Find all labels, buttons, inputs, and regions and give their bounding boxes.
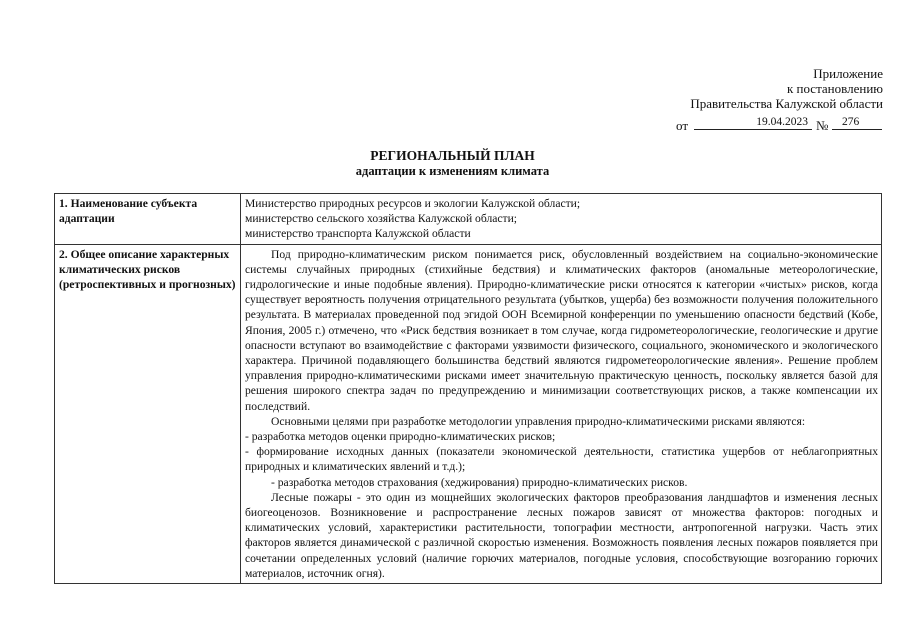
risk-paragraph: Под природно-климатическим риском понимается риск, обусловленный воздействием на социально-экономические системы случайных природных (стихийные бедствия) и климатических факторов (аномальные метеорологические, гидрологические и иные подобные явления). Природно-климатические риски относятся к категории «чистых» рисков, когда существует вероятность получения отрицательного результата (убытков, ущерба) без возможности получения положительного результата. В материалах проведенной под эгидой ООН Всемирной конференции по уменьшению опасности бедствий (Кобе, Япония, 2005 г.) отмечено, что «Риск бедствия возникает в том случае, когда гидрометеорологические, геологические и другие опасности вступают во взаимодействие с факторами уязвимости физического, социального, экономического и экологического характера. Причиной подавляющего большинства бедствий являются гидрометеорологические явления». Решение проблем управления природно-климатическими рисками имеет значительную практическую ценность, поскольку является базой для решения широкого спектра задач по предупреждению и минимизации соответствующих рисков, а также компенсации их последствий. (245, 247, 878, 413)
subject-line: министерство транспорта Калужской области (245, 227, 471, 241)
subject-line: министерство сельского хозяйства Калужской области; (245, 212, 518, 226)
row-label-subject: 1. Наименование субъекта адаптации (55, 194, 241, 245)
document-header (690, 66, 883, 111)
risk-paragraph: Основными целями при разработке методологии управления природно-климатическими рисками являются: (271, 414, 806, 428)
header-resolution: к постановлению (786, 81, 883, 96)
row-content-risks (241, 244, 882, 583)
order-date-number-line (676, 115, 882, 133)
order-number: 276 (832, 115, 882, 130)
risk-paragraph: Лесные пожары - это один из мощнейших экологических факторов преобразования ландшафтов и изменения лесных биогеоценозов. Возникновение и распространение лесных пожаров зависят от множества факторов: погодных и климатических условий, характеристики растительности, топографии местности, антропогенной нагрузки. Часть этих факторов является динамической с различной скоростью изменения. Возможность появления лесных пожаров появляется при сочетании определенных условий (наличие горючих материалов, погодные условия, способствующие возгоранию горючих материалов, источник огня). (245, 490, 878, 580)
header-government: Правительства Калужской области (690, 96, 883, 111)
plan-table (54, 193, 882, 584)
order-number-label: № (816, 118, 829, 133)
risk-list-item: - формирование исходных данных (показатели экономической деятельности, статистика ущербов от неблагоприятных природных и климатических явлений и т.д.); (245, 445, 878, 474)
table-row (55, 244, 882, 583)
plan-title: РЕГИОНАЛЬНЫЙ ПЛАН (370, 148, 535, 163)
row-content-subject (241, 194, 882, 245)
risk-list-item: - разработка методов оценки природно-климатических рисков; (245, 430, 556, 444)
table-row (55, 194, 882, 245)
plan-subtitle: адаптации к изменениям климата (355, 164, 550, 178)
order-date: 19.04.2023 (694, 115, 812, 130)
order-date-prefix: от (676, 118, 689, 133)
row-label-risks: 2. Общее описание характерных климатических рисков (ретроспективных и прогнозных) (55, 244, 241, 583)
risk-list-item: - разработка методов страхования (хеджирования) природно-климатических рисков. (271, 475, 688, 489)
header-appendix: Приложение (813, 66, 883, 81)
subject-line: Министерство природных ресурсов и экологии Калужской области; (245, 197, 581, 210)
